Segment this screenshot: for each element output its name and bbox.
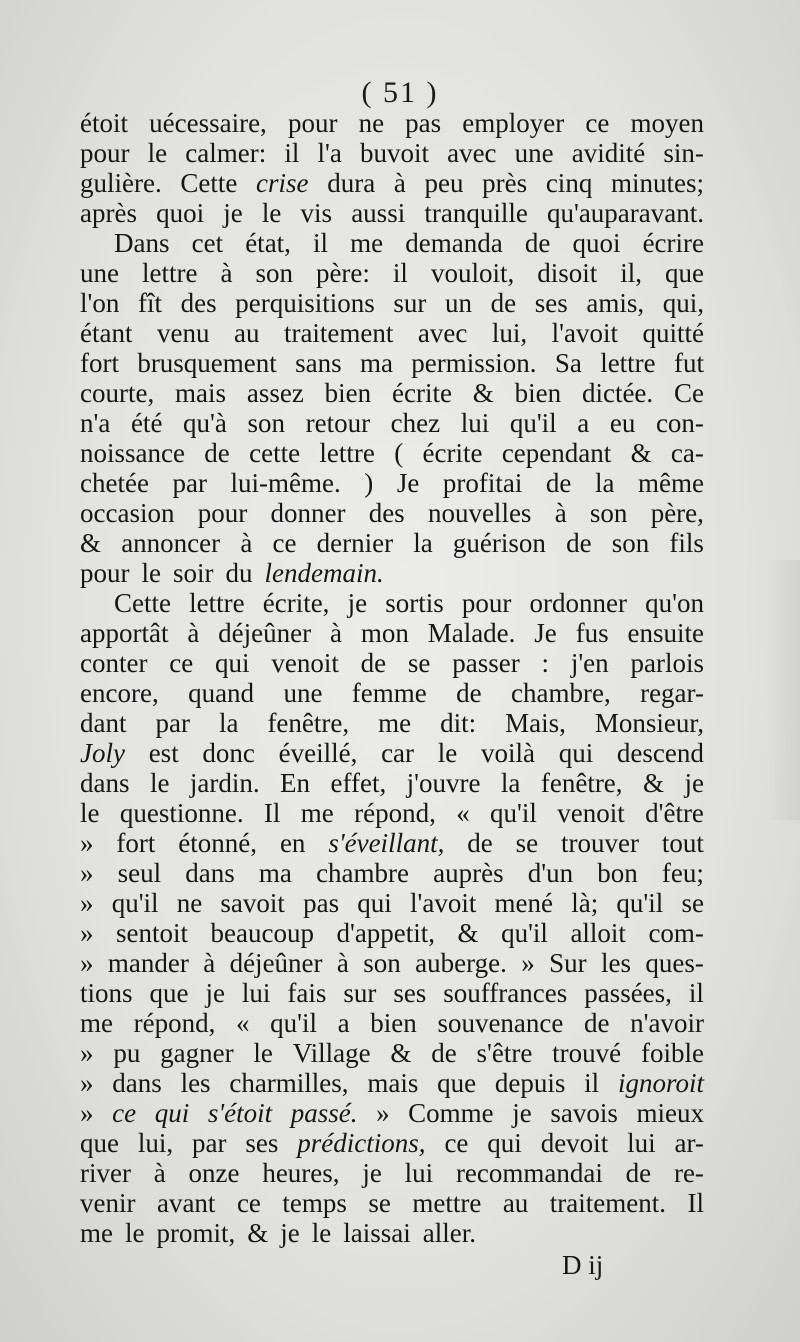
text-line: l'on fît des perquisitions sur un de ses amis, qui, xyxy=(80,288,704,318)
text-line: » seul dans ma chambre auprès d'un bon feu; xyxy=(80,858,704,888)
signature-mark: D ij xyxy=(562,1250,604,1280)
text-line: Joly est donc éveillé, car le voilà qui descend xyxy=(80,738,704,768)
text-line: une lettre à son père: il vouloit, disoit il, que xyxy=(80,258,704,288)
text-line: » fort étonné, en s'éveillant, de se trouver tout xyxy=(80,828,704,858)
text-line: encore, quand une femme de chambre, regar- xyxy=(80,678,704,708)
text-line: me répond, « qu'il a bien souvenance de n'avoir xyxy=(80,1008,704,1038)
text-line: » pu gagner le Village & de s'être trouvé foible xyxy=(80,1038,704,1068)
text-line: river à onze heures, je lui recommandai de re- xyxy=(80,1158,704,1188)
paragraph xyxy=(80,108,704,228)
text-line: courte, mais assez bien écrite & bien dictée. Ce xyxy=(80,378,704,408)
text-line: fort brusquement sans ma permission. Sa lettre fut xyxy=(80,348,704,378)
page-shadow xyxy=(764,560,800,820)
text-line: Cette lettre écrite, je sortis pour ordonner qu'on xyxy=(114,588,704,618)
text-line: Dans cet état, il me demanda de quoi écrire xyxy=(114,228,704,258)
body-text xyxy=(80,108,704,1248)
text-line: » qu'il ne savoit pas qui l'avoit mené là; qu'il se xyxy=(80,888,704,918)
text-line: le questionne. Il me répond, « qu'il venoit d'être xyxy=(80,798,704,828)
text-line: tions que je lui fais sur ses souffrances passées, il xyxy=(80,978,704,1008)
text-line: & annoncer à ce dernier la guérison de son fils xyxy=(80,528,704,558)
text-line: noissance de cette lettre ( écrite cependant & ca- xyxy=(80,438,704,468)
text-line: chetée par lui-même. ) Je profitai de la même xyxy=(80,468,704,498)
text-line: venir avant ce temps se mettre au traitement. Il xyxy=(80,1188,704,1218)
text-line: » ce qui s'étoit passé. » Comme je savois mieux xyxy=(80,1098,704,1128)
text-line: gulière. Cette crise dura à peu près cinq minutes; xyxy=(80,168,704,198)
text-line: conter ce qui venoit de se passer : j'en parlois xyxy=(80,648,704,678)
text-line: me le promit, & je le laissai aller. xyxy=(80,1218,476,1248)
text-line: dant par la fenêtre, me dit: Mais, Monsieur, xyxy=(80,708,704,738)
text-line: pour le calmer: il l'a buvoit avec une avidité sin- xyxy=(80,138,704,168)
text-line: n'a été qu'à son retour chez lui qu'il a eu con- xyxy=(80,408,704,438)
text-line: occasion pour donner des nouvelles à son père, xyxy=(80,498,704,528)
text-line: » dans les charmilles, mais que depuis il ignoroit xyxy=(80,1068,704,1098)
text-line: pour le soir du lendemain. xyxy=(80,558,384,588)
paragraph xyxy=(80,588,704,1248)
text-line: après quoi je le vis aussi tranquille qu'auparavant. xyxy=(80,198,704,228)
text-line: que lui, par ses prédictions, ce qui devoit lui ar- xyxy=(80,1128,704,1158)
text-line: dans le jardin. En effet, j'ouvre la fenêtre, & je xyxy=(80,768,704,798)
text-line: étoit uécessaire, pour ne pas employer ce moyen xyxy=(80,108,704,138)
page-number: ( 51 ) xyxy=(361,76,439,109)
text-line: » mander à déjeûner à son auberge. » Sur les ques- xyxy=(80,948,704,978)
text-line: apportât à déjeûner à mon Malade. Je fus ensuite xyxy=(80,618,704,648)
paragraph xyxy=(80,228,704,588)
text-line: » sentoit beaucoup d'appetit, & qu'il alloit com- xyxy=(80,918,704,948)
text-line: étant venu au traitement avec lui, l'avoit quitté xyxy=(80,318,704,348)
